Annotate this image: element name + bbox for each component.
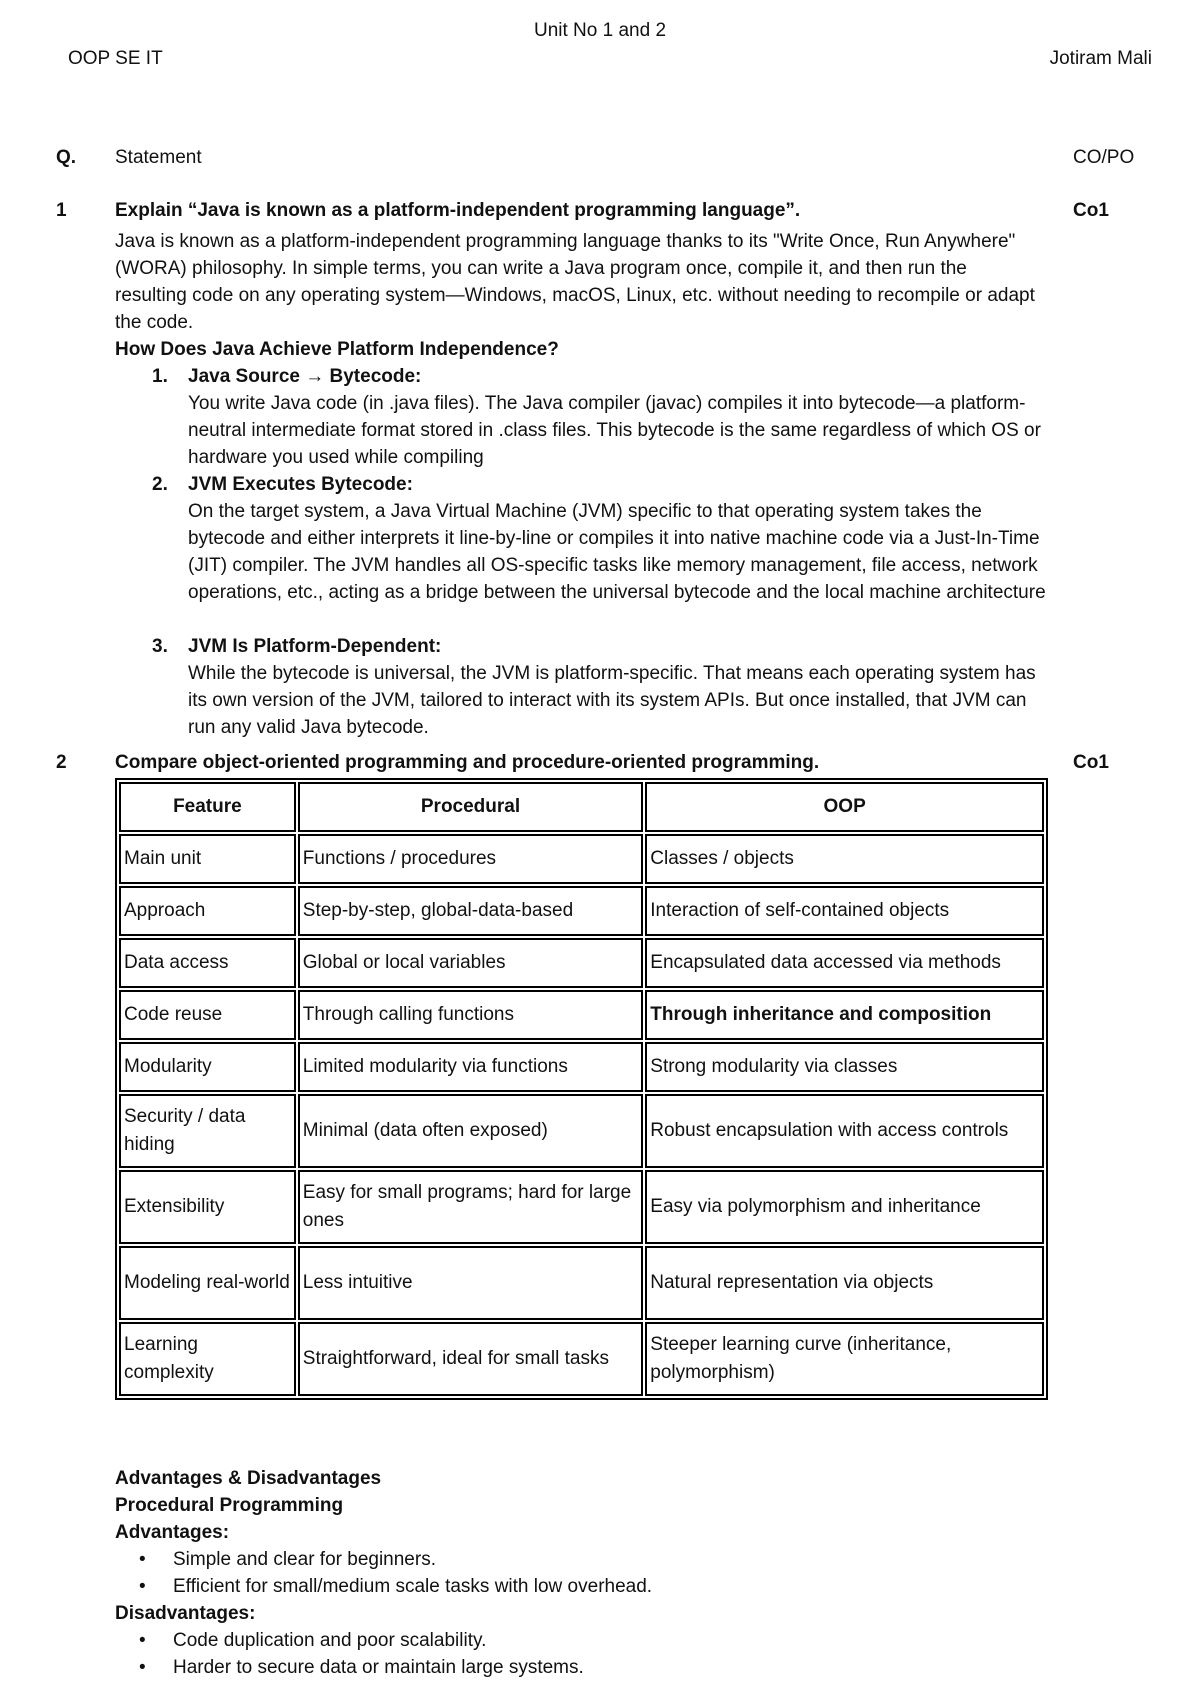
- list-item-title: Java Source → Bytecode:: [188, 366, 422, 387]
- table-cell: Robust encapsulation with access controls: [645, 1094, 1044, 1168]
- table-cell: Modeling real-world: [119, 1246, 296, 1320]
- column-co-po: CO/PO: [1073, 147, 1135, 168]
- table-cell: Data access: [119, 938, 296, 988]
- advantages-section: [115, 1465, 1015, 1681]
- table-cell: Through inheritance and composition: [645, 990, 1044, 1040]
- question-1-text: Explain “Java is known as a platform-independent programming language”.: [115, 200, 801, 221]
- document-title: Unit No 1 and 2: [533, 20, 667, 41]
- list-item: • Code duplication and poor scalability.: [173, 1627, 1015, 1654]
- table-header-row: [119, 782, 1044, 832]
- question-2-text: Compare object-oriented programming and procedure-oriented programming.: [115, 752, 820, 773]
- list-item-body: While the bytecode is universal, the JVM is platform-specific. That means each operating system has its own version of the JVM, tailored to interact with its system APIs. But once installed, that JVM can run any valid Java bytecode.: [188, 663, 1036, 738]
- table-cell: Classes / objects: [645, 834, 1044, 884]
- table-header-cell: Feature: [119, 782, 296, 832]
- table-cell: Main unit: [119, 834, 296, 884]
- table-cell: Security / data hiding: [119, 1094, 296, 1168]
- disadvantages-label: Disadvantages:: [115, 1603, 256, 1624]
- table-row: [119, 990, 1044, 1040]
- question-2-co: Co1: [1073, 752, 1109, 773]
- list-item-body: You write Java code (in .java files). The Java compiler (javac) compiles it into bytecode—a platform-neutral intermediate format stored in .class files. This bytecode is the same regardless of which OS or hardware you used while compiling: [188, 393, 1041, 468]
- table-cell: Through calling functions: [298, 990, 644, 1040]
- list-item-number: 1.: [152, 366, 168, 387]
- table-cell: Functions / procedures: [298, 834, 644, 884]
- table-cell: Code reuse: [119, 990, 296, 1040]
- table-cell: Step-by-step, global-data-based: [298, 886, 644, 936]
- question-1-co: Co1: [1073, 200, 1109, 221]
- question-1-number: 1: [56, 200, 67, 221]
- table-row: [119, 1042, 1044, 1092]
- comparison-table: [115, 778, 1048, 1400]
- procedural-subheading: Procedural Programming: [115, 1495, 344, 1516]
- table-cell: Encapsulated data accessed via methods: [645, 938, 1044, 988]
- table-row: [119, 1170, 1044, 1244]
- advantages-label: Advantages:: [115, 1522, 230, 1543]
- table-row: [119, 886, 1044, 936]
- question-2-number: 2: [56, 752, 67, 773]
- table-row: [119, 834, 1044, 884]
- disadvantages-list: [115, 1627, 1015, 1681]
- table-cell: Easy for small programs; hard for large ones: [298, 1170, 644, 1244]
- question-1-subheading: How Does Java Achieve Platform Independence?: [115, 339, 559, 360]
- table-row: [119, 1094, 1044, 1168]
- question-1-intro: Java is known as a platform-independent programming language thanks to its "Write Once, Run Anywhere" (WORA) philosophy. In simple terms, you can write a Java program once, compile it, and then run the resulting code on any operating system—Windows, macOS, Linux, etc. without needing to recompile or adapt the code.: [115, 231, 1035, 333]
- column-q: Q.: [56, 147, 77, 168]
- author-name: Jotiram Mali: [1049, 48, 1152, 69]
- table-cell: Interaction of self-contained objects: [645, 886, 1044, 936]
- list-item: • Harder to secure data or maintain large systems.: [173, 1654, 1015, 1681]
- table-cell: Global or local variables: [298, 938, 644, 988]
- table-cell: Limited modularity via functions: [298, 1042, 644, 1092]
- table-header-cell: Procedural: [298, 782, 644, 832]
- list-item-body: On the target system, a Java Virtual Machine (JVM) specific to that operating system takes the bytecode and either interprets it line-by-line or compiles it into native machine code via a Just-In-Time (JIT) compiler. The JVM handles all OS-specific tasks like memory management, file access, network operations, etc., acting as a bridge between the universal bytecode and the local machine architecture: [188, 501, 1046, 603]
- column-statement: Statement: [115, 147, 202, 168]
- table-cell: Less intuitive: [298, 1246, 644, 1320]
- advantages-list: [115, 1546, 1015, 1600]
- table-cell: Minimal (data often exposed): [298, 1094, 644, 1168]
- table-cell: Easy via polymorphism and inheritance: [645, 1170, 1044, 1244]
- list-item: • Simple and clear for beginners.: [173, 1546, 1015, 1573]
- course-label: OOP SE IT: [68, 48, 163, 69]
- list-item: • Efficient for small/medium scale tasks with low overhead.: [173, 1573, 1015, 1600]
- table-header-cell: OOP: [645, 782, 1044, 832]
- table-cell: Steeper learning curve (inheritance, polymorphism): [645, 1322, 1044, 1396]
- table-cell: Straightforward, ideal for small tasks: [298, 1322, 644, 1396]
- list-item: [152, 633, 1052, 741]
- table-cell: Strong modularity via classes: [645, 1042, 1044, 1092]
- table-row: [119, 1246, 1044, 1320]
- table-cell: Natural representation via objects: [645, 1246, 1044, 1320]
- table-cell: Modularity: [119, 1042, 296, 1092]
- table-cell: Learning complexity: [119, 1322, 296, 1396]
- list-item-number: 3.: [152, 636, 168, 657]
- table-cell: Extensibility: [119, 1170, 296, 1244]
- list-item: [152, 471, 1052, 606]
- list-item-title: JVM Executes Bytecode:: [188, 474, 413, 495]
- list-item: [152, 363, 1052, 471]
- table-cell: Approach: [119, 886, 296, 936]
- table-row: [119, 938, 1044, 988]
- list-item-title: JVM Is Platform-Dependent:: [188, 636, 442, 657]
- advantages-heading: Advantages & Disadvantages: [115, 1468, 382, 1489]
- list-item-number: 2.: [152, 474, 168, 495]
- table-row: [119, 1322, 1044, 1396]
